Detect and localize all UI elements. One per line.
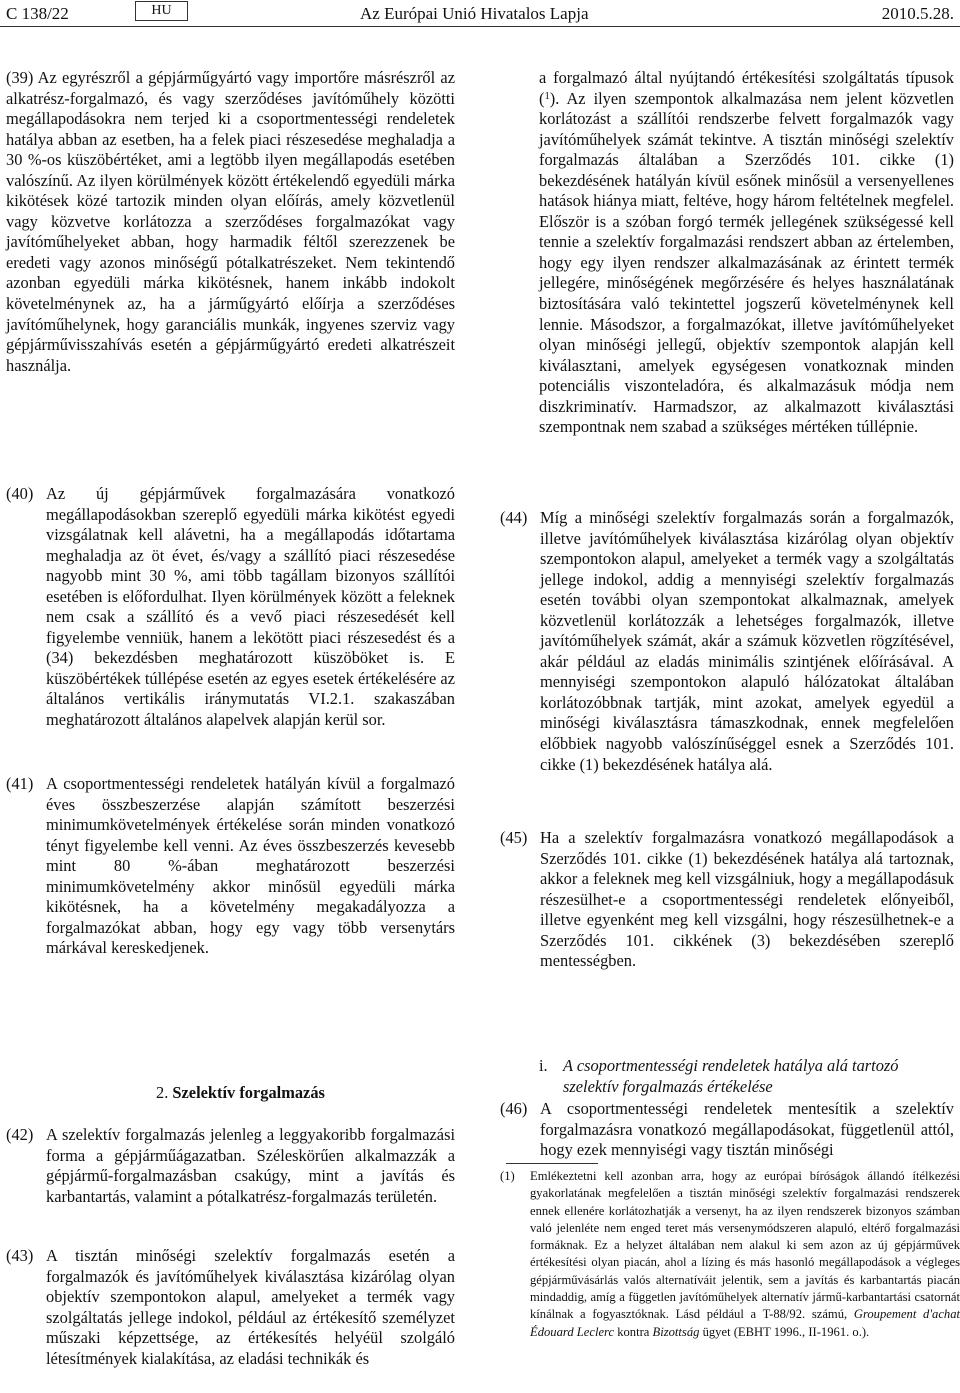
footnote	[500, 1168, 960, 1341]
paragraph-continuation	[539, 68, 954, 438]
subsection-number: i.	[539, 1056, 548, 1075]
paragraph-text: Míg a minőségi szelektív forgalmazás során a forgalmazók, illetve javítóműhelyek kiválasztása kizárólag olyan objektív szempontokon alapul, amelyeket a termék vagy a szolgáltatás jellege indokol, addig a mennyiségi szelektív forgalmazás esetén további olyan szempontokat alkalmaznak, amelyek közvetlenül korlátozzák a lehetséges forgalmazók, illetve javítóműhelyek számát, akár a számuk közvetlen rögzítésével, akár például az eladás minimális szintjének előírásával. A mennyiségi szempontokon alapuló hálózatokat általában korlátozóbbnak tartják, mint azokat, amelyek egyedül a minőségi kiválasztásra támaszkodnak, ennek megfelelően előbbiek nagyobb valószínűséggel esnek a Szerződés 101. cikke (1) bekezdésének hatálya alá.	[540, 508, 954, 774]
footnote-marker: (1)	[500, 1169, 515, 1183]
paragraph-text-b: ). Az ilyen szempontok alkalmazása nem jelent közvetlen korlátozást a szállítói rendszerbe felvett forgalmazók vagy javítóműhelyek számát tekintve. A tisztán minőségi szelektív forgalmazás általában a Szerződés 101. cikke (1) bekezdésének hatályán kívül esőnek minősül a versenyellenes hatások hiánya miatt, feltéve, hogy három feltételnek megfelel. Először is a szóban forgó termék jellegének szükségessé kell tennie a szelektív forgalmazási rendszert abban az értelemben, hogy egy ilyen rendszer alkalmazásának az érintett termék jellegére, minőségének megőrzésére és helyes használatának biztosítására való tekintettel jogszerű követelménynek kell lennie. Másodszor, a forgalmazókat, illetve javítóműhelyeket olyan minőségi jellegű, objektív szempontok alapján kell kiválasztani, amelyek egységesen vonatkoznak minden potenciális viszonteladóra, és alkalmazásuk módja nem diszkriminatív. Harmadszor, az alkalmazott kiválasztási szempontnak nem szabad a szükséges mértéken túllépnie.	[539, 88, 954, 437]
paragraph-number: (45)	[500, 828, 528, 847]
paragraph-number: (40)	[6, 484, 34, 503]
paragraph-text: A szelektív forgalmazás jelenleg a leggyakoribb forgalmazási forma a gépjárműágazatban. Széleskörűen alkalmazzák a gépjármű-forgalmazásban csakúgy, mint a javítás és karbantartás, valamint a pótalkatrész-forgalmazás területén.	[46, 1125, 455, 1206]
section-number: 2.	[156, 1083, 169, 1102]
paragraph-number: (41)	[6, 774, 34, 793]
footnote-rule	[506, 1163, 598, 1164]
subsection-heading	[539, 1056, 954, 1097]
paragraph-text: Az egyrészről a gépjárműgyártó vagy importőre másrészről az alkatrész-forgalmazó, és vagy szerződéses javítóműhely közötti megállapodásokra nem terjed ki a csoportmentességi rendeletek hatálya abban az esetben, ha a felek piaci részesedése meghaladja a 30 %-os küszöbértéket, ami a legtöbb ilyen megállapodás esetében valószínű. Az ilyen körülmények között értékelendő egyedüli márka kikötések közé tartozik minden olyan előírás, amely közvetlenül vagy közvetve korlátozza a szerződéses forgalmazókat vagy javítóműhelyeket abban, hogy harmadik féltől szerezzenek be eredeti vagy azonos minőségű pótalkatrészeket. Nem tekintendő azonban egyedüli márka kikötésnek, hanem inkább indokolt követelménynek az, ha a járműgyártó előírja a szerződéses javítóműhelynek, hogy garanciális munkák, ingyenes szerviz vagy gépjárművisszahívás esetén a gépjárműgyártó eredeti alkatrészeit használja.	[6, 68, 455, 375]
paragraph-41	[6, 774, 455, 959]
paragraph-number: (42)	[6, 1125, 34, 1144]
paragraph-number: (46)	[500, 1099, 528, 1118]
footnote-text-b: kontra	[614, 1324, 653, 1339]
paragraph-text: A tisztán minőségi szelektív forgalmazás esetén a forgalmazók és javítóműhelyek kiválasztása kizárólag olyan objektív szempontokon alapul, amelyeket a termék vagy szolgáltatás jellege indokol, például az értékesítő személyzet műszaki képzettsége, az értékesítés helyéül szolgáló létesítmények kialakítása, az eladási technikák és	[46, 1246, 455, 1368]
paragraph-42	[6, 1125, 455, 1207]
paragraph-number: (43)	[6, 1246, 34, 1265]
language-badge: HU	[135, 1, 188, 21]
footnote-text-c: ügyet (EBHT 1996., II-1961. o.).	[699, 1324, 870, 1339]
paragraph-text: Ha a szelektív forgalmazásra vonatkozó megállapodások a Szerződés 101. cikke (1) bekezdésének hatálya alá tartoznak, akkor a feleknek meg kell vizsgálniuk, hogy a megállapodásuk részesülhet-e a csoportmentességi rendeletek előnyeiből, illetve egyenként meg kell vizsgálni, hogy részesülhetnek-e a Szerződés 101. cikkének (3) bekezdésében szereplő mentességben.	[540, 828, 954, 971]
party-name: Bizottság	[652, 1324, 700, 1339]
footnote-ref: 1	[544, 90, 550, 102]
section-heading	[156, 1083, 456, 1104]
paragraph-text-a: a forgalmazó által nyújtandó értékesítési szolgáltatás típusok (	[539, 68, 954, 108]
paragraph-text: Az új gépjárművek forgalmazására vonatkozó megállapodásokban szereplő egyedüli márka kikötést egyedi vizsgálatnak kell alávetni, ha a megállapodás időtartama meghaladja az öt évet, és/vagy a szállító piaci részesedése nagyobb mint 30 %, ami több tagállam bizonyos szállítói esetében is előfordulhat. Ilyen körülmények között a feleknek nem csak a szállító és a vevő piaci részesedését kell figyelembe venniük, hanem a lekötött piaci részesedést és a (34) bekezdésben meghatározott küszöböket is. E küszöbértékek túllépése esetén az egyes esetek értékelésére az általános vertikális iránymutatás VI.2.1. szakaszában meghatározott általános alapelvek alapján kerül sor.	[46, 484, 455, 730]
publication-date: 2010.5.28.	[881, 4, 954, 23]
paragraph-number: (44)	[500, 508, 528, 527]
case-name: Groupement d'achat Édouard Leclerc	[530, 1307, 960, 1339]
journal-title: Az Európai Unió Hivatalos Lapja	[360, 4, 589, 23]
paragraph-40	[6, 484, 455, 731]
paragraph-number: (39)	[6, 68, 34, 87]
paragraph-39	[6, 68, 455, 376]
header-rule	[0, 26, 960, 27]
footnote-text	[530, 1168, 960, 1341]
paragraph-43	[6, 1246, 455, 1369]
page-reference: C 138/22	[6, 4, 69, 23]
paragraph-text: A csoportmentességi rendeletek hatályán kívül a forgalmazó éves összbeszerzése alapján számított beszerzési minimumkövetelmények értékelése során minden vonatkozó tényt figyelembe kell venni. Az éves összbeszerzés kevesebb mint 80 %-ában meghatározott beszerzési minimumkövetelmény akkor minősül egyedüli márka kikötésnek, ha a követelmény megakadályozza a forgalmazókat abban, hogy egy vagy több versenytárs márkával kereskedjenek.	[46, 774, 455, 958]
footnote-text-a: Emlékeztetni kell azonban arra, hogy az európai bíróságok állandó ítélkezési gyakorlatának megfelelően a tisztán minőségi szelektív forgalmazási rendszerek ennek ellenére korlátozhatják a versenyt, ha az ilyen rendszerek bizonyos számban való jelenléte nem enged teret más versenymódszeren alapuló, eltérő forgalmazási formáknak. Ez a helyzet általában nem alakul ki sem azon az új gépjárművek értékesítési olyan piacán, ahol a lízing és más hasonló megállapodások a végleges gépjárművásárlás valós alternatíváit jelentik, sem a javítás és karbantartás piacán mindaddig, amíg a független javítóműhelyek alternatív jármű-karbantartási csatornát kínálnak a fogyasztóknak. Lásd például a T-88/92. számú,	[530, 1169, 960, 1322]
subsection-title: A csoportmentességi rendeletek hatálya alá tartozó szelektív forgalmazás értékelése	[563, 1056, 899, 1096]
paragraph-text: A csoportmentességi rendeletek mentesítik a szelektív forgalmazásra vonatkozó megállapodásokat, függetlenül attól, hogy ezek mennyiségi vagy tisztán minőségi	[540, 1099, 954, 1160]
paragraph-44	[500, 508, 954, 775]
paragraph-45	[500, 828, 954, 972]
section-title: Szelektív forgalmazás	[172, 1083, 325, 1102]
paragraph-46	[500, 1099, 954, 1161]
